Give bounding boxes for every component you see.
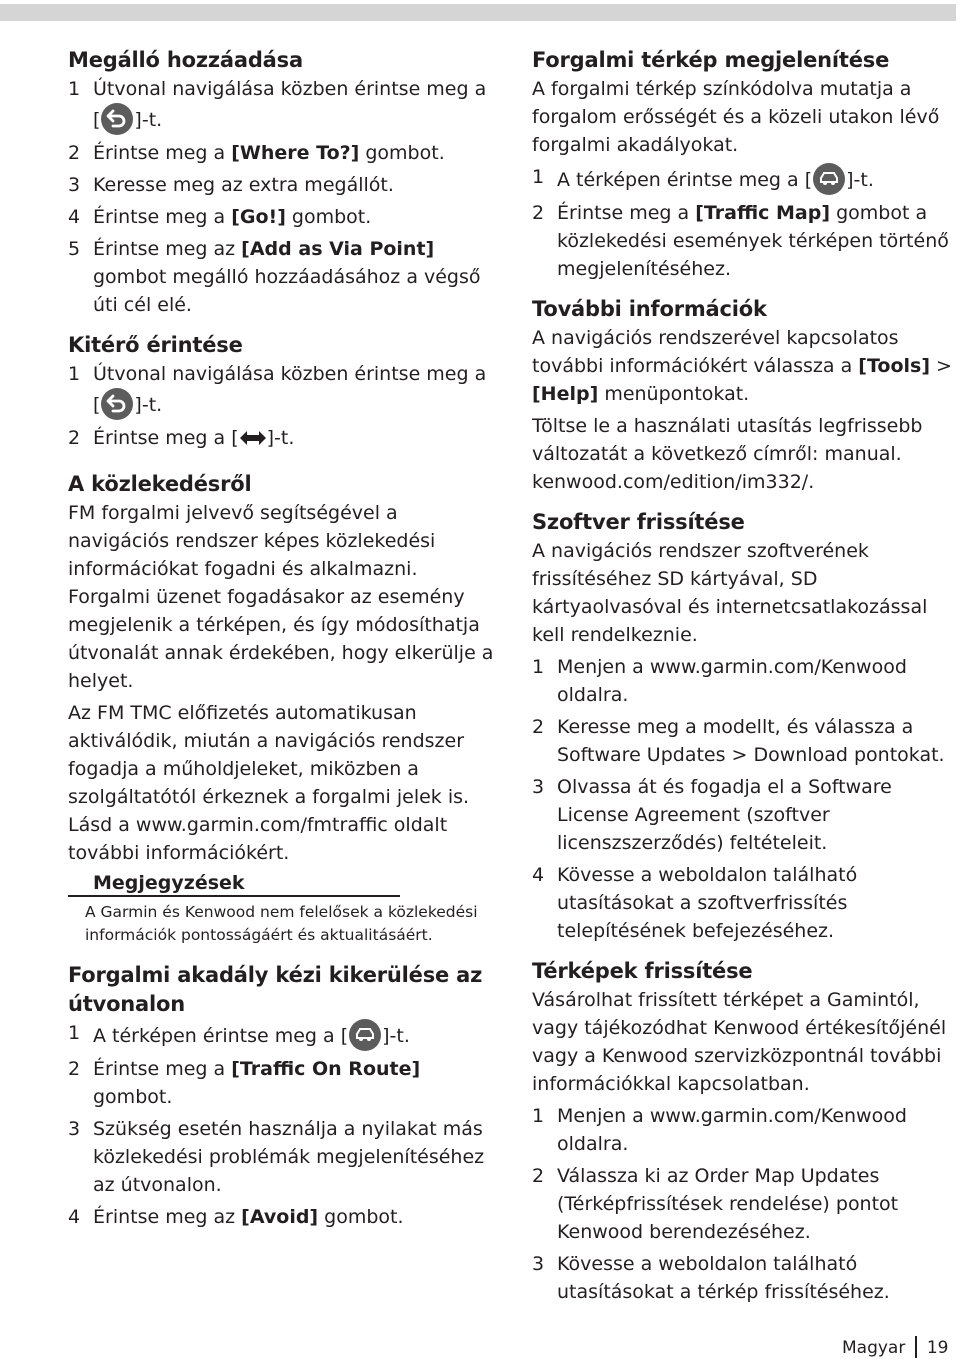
- step-number: 2: [68, 142, 81, 164]
- section-title-traffic-map: Forgalmi térkép megjelenítése: [532, 48, 890, 72]
- step-number: 1: [532, 656, 545, 678]
- list-item: [532, 653, 958, 709]
- step-text: Érintse meg a: [93, 1058, 232, 1080]
- step-bold: [Traffic On Route]: [231, 1058, 421, 1080]
- section-title-more-info: További információk: [532, 297, 767, 321]
- section-title-traffic: A közlekedésről: [68, 472, 252, 496]
- traffic-car-icon: [813, 163, 845, 195]
- paragraph: A navigációs rendszer szoftverének frissítéséhez SD kártyával, SD kártyaolvasóval és internetcsatlakozással kell rendelkeznie.: [532, 540, 928, 646]
- paragraph: [532, 324, 958, 408]
- step-number: 5: [68, 238, 81, 260]
- section-title-detour: Kitérő érintése: [68, 333, 243, 357]
- step-text: Olvassa át és fogadja el a Software License Agreement (szoftver licenszszerződés) feltételeit.: [557, 776, 892, 854]
- step-text: ]-t.: [382, 1025, 410, 1047]
- list-item: [532, 199, 958, 283]
- back-arrow-icon: [101, 103, 133, 135]
- list-item: [532, 163, 958, 195]
- step-number: 1: [68, 78, 81, 100]
- list-item: [68, 424, 494, 452]
- step-text: Szükség esetén használja a nyilakat más közlekedési problémák megjelenítéséhez az útvonalon.: [93, 1118, 485, 1196]
- list-item: [532, 861, 958, 945]
- step-bold: [Go!]: [231, 206, 286, 228]
- step-number: 4: [68, 206, 81, 228]
- step-text: Érintse meg az: [93, 1206, 242, 1228]
- step-text: Kövesse a weboldalon található utasításokat a térkép frissítéséhez.: [557, 1253, 890, 1303]
- step-bold: [Where To?]: [231, 142, 360, 164]
- step-number: 1: [68, 1022, 81, 1044]
- section-title-avoid-traffic: Forgalmi akadály kézi kikerülése az útvonalon: [68, 963, 483, 1016]
- right-column: [532, 46, 958, 1310]
- section-title-software-update: Szoftver frissítése: [532, 510, 745, 534]
- step-text: Válassza ki az Order Map Updates (Térképfrissítések rendelése) pontot Kenwood berendezéséhez.: [557, 1165, 899, 1243]
- detour-arrow-icon: [239, 430, 267, 446]
- step-bold: [Traffic Map]: [695, 202, 831, 224]
- step-text: Útvonal navigálása közben érintse meg a: [93, 363, 487, 385]
- step-text: gombot.: [93, 1086, 173, 1108]
- step-text: gombot a közlekedési események térképen történő megjelenítéséhez.: [557, 202, 949, 280]
- step-number: 2: [68, 427, 81, 449]
- list-item: [68, 1019, 494, 1051]
- back-arrow-icon: [101, 388, 133, 420]
- bracket-open: [: [93, 394, 101, 416]
- page-number: 19: [926, 1338, 949, 1358]
- step-text: Útvonal navigálása közben érintse meg a: [93, 78, 487, 100]
- paragraph: Töltse le a használati utasítás legfrissebb változatát a következő címről: manual. kenwood.com/edition/im332/.: [532, 415, 923, 493]
- list-item: [68, 1115, 494, 1199]
- bracket-close: ]-t.: [134, 394, 163, 416]
- step-text: Kövesse a weboldalon található utasításokat a szoftverfrissítés telepítésének befejezéséhez.: [557, 864, 858, 942]
- step-text: gombot.: [318, 1206, 404, 1228]
- footer-divider: [915, 1336, 917, 1358]
- step-number: 4: [532, 864, 545, 886]
- step-text: ]-t.: [266, 427, 295, 449]
- page-footer: [842, 1336, 948, 1359]
- step-number: 3: [68, 1118, 81, 1140]
- paragraph: Vásárolhat frissített térképet a Gamintól, vagy tájékozódhat Kenwood értékesítőjénél vagy a Kenwood szervizközpontnál további információkkal kapcsolatban.: [532, 989, 947, 1095]
- step-number: 2: [532, 202, 545, 224]
- top-bar: [0, 4, 956, 21]
- section-title-add-stop: Megálló hozzáadása: [68, 48, 303, 72]
- step-text: Keresse meg az extra megállót.: [93, 174, 394, 196]
- list-item: [68, 139, 494, 167]
- note-body: A Garmin és Kenwood nem felelősek a közlekedési információk pontosságáért és aktualitásáért.: [85, 903, 478, 944]
- bracket-close: ]-t.: [134, 109, 163, 131]
- list-item: [68, 75, 494, 135]
- paragraph: A forgalmi térkép színkódolva mutatja a forgalom erősségét és a közeli utakon lévő forgalmi akadályokat.: [532, 78, 940, 156]
- step-bold: [Avoid]: [241, 1206, 319, 1228]
- step-text: Érintse meg a: [93, 142, 232, 164]
- step-number: 1: [68, 363, 81, 385]
- list-item: [68, 235, 494, 319]
- step-text: Érintse meg az: [93, 238, 242, 260]
- step-number: 2: [68, 1058, 81, 1080]
- text: menüpontokat.: [598, 383, 750, 405]
- traffic-car-icon: [349, 1019, 381, 1051]
- step-text: gombot megálló hozzáadásához a végső úti cél elé.: [93, 266, 481, 316]
- step-number: 3: [68, 174, 81, 196]
- step-number: 4: [68, 1206, 81, 1228]
- section-title-map-update: Térképek frissítése: [532, 959, 753, 983]
- step-text: Érintse meg a: [557, 202, 696, 224]
- step-text: Érintse meg a [: [93, 427, 239, 449]
- text: >: [930, 355, 952, 377]
- note-title: Megjegyzések: [68, 871, 400, 897]
- list-item: [68, 171, 494, 199]
- bracket-open: [: [93, 109, 101, 131]
- bold-text: [Tools]: [858, 355, 931, 377]
- step-number: 1: [532, 1105, 545, 1127]
- footer-language: Magyar: [842, 1338, 906, 1358]
- step-text: gombot.: [285, 206, 372, 228]
- step-bold: [Add as Via Point]: [241, 238, 435, 260]
- list-item: [68, 203, 494, 231]
- text: A navigációs rendszerével kapcsolatos további információkért válassza a: [532, 327, 899, 377]
- step-text: A térképen érintse meg a [: [93, 1025, 349, 1047]
- paragraph: FM forgalmi jelvevő segítségével a navigációs rendszer képes közlekedési információkat fogadni és alkalmazni. Forgalmi üzenet fogadásakor az esemény megjelenik a térképen, és így módosíthatja útvonalát annak érdekében, hogy elkerülje a helyet.: [68, 502, 494, 692]
- list-item: [532, 713, 958, 769]
- list-item: [68, 1203, 494, 1231]
- step-text: Érintse meg a: [93, 206, 232, 228]
- step-number: 2: [532, 716, 545, 738]
- step-text: Menjen a www.garmin.com/Kenwood oldalra.: [557, 1105, 907, 1155]
- list-item: [532, 1102, 958, 1158]
- left-column: [68, 46, 494, 1235]
- step-number: 2: [532, 1165, 545, 1187]
- step-number: 3: [532, 776, 545, 798]
- bold-text: [Help]: [532, 383, 599, 405]
- list-item: [68, 1055, 494, 1111]
- step-number: 1: [532, 166, 545, 188]
- step-text: Keresse meg a modellt, és válassza a Software Updates > Download pontokat.: [557, 716, 945, 766]
- step-text: ]-t.: [846, 169, 874, 191]
- step-text: A térképen érintse meg a [: [557, 169, 813, 191]
- paragraph: Az FM TMC előfizetés automatikusan aktiválódik, miután a navigációs rendszer fogadja a műholdjeleket, miközben a szolgáltatótól érkeznek a forgalmi jelek is. Lásd a www.garmin.com/fmtraffic oldalt további információkért.: [68, 702, 470, 864]
- step-text: gombot.: [359, 142, 445, 164]
- step-number: 3: [532, 1253, 545, 1275]
- list-item: [532, 773, 958, 857]
- list-item: [532, 1162, 958, 1246]
- list-item: [68, 360, 494, 420]
- step-text: Menjen a www.garmin.com/Kenwood oldalra.: [557, 656, 907, 706]
- list-item: [532, 1250, 958, 1306]
